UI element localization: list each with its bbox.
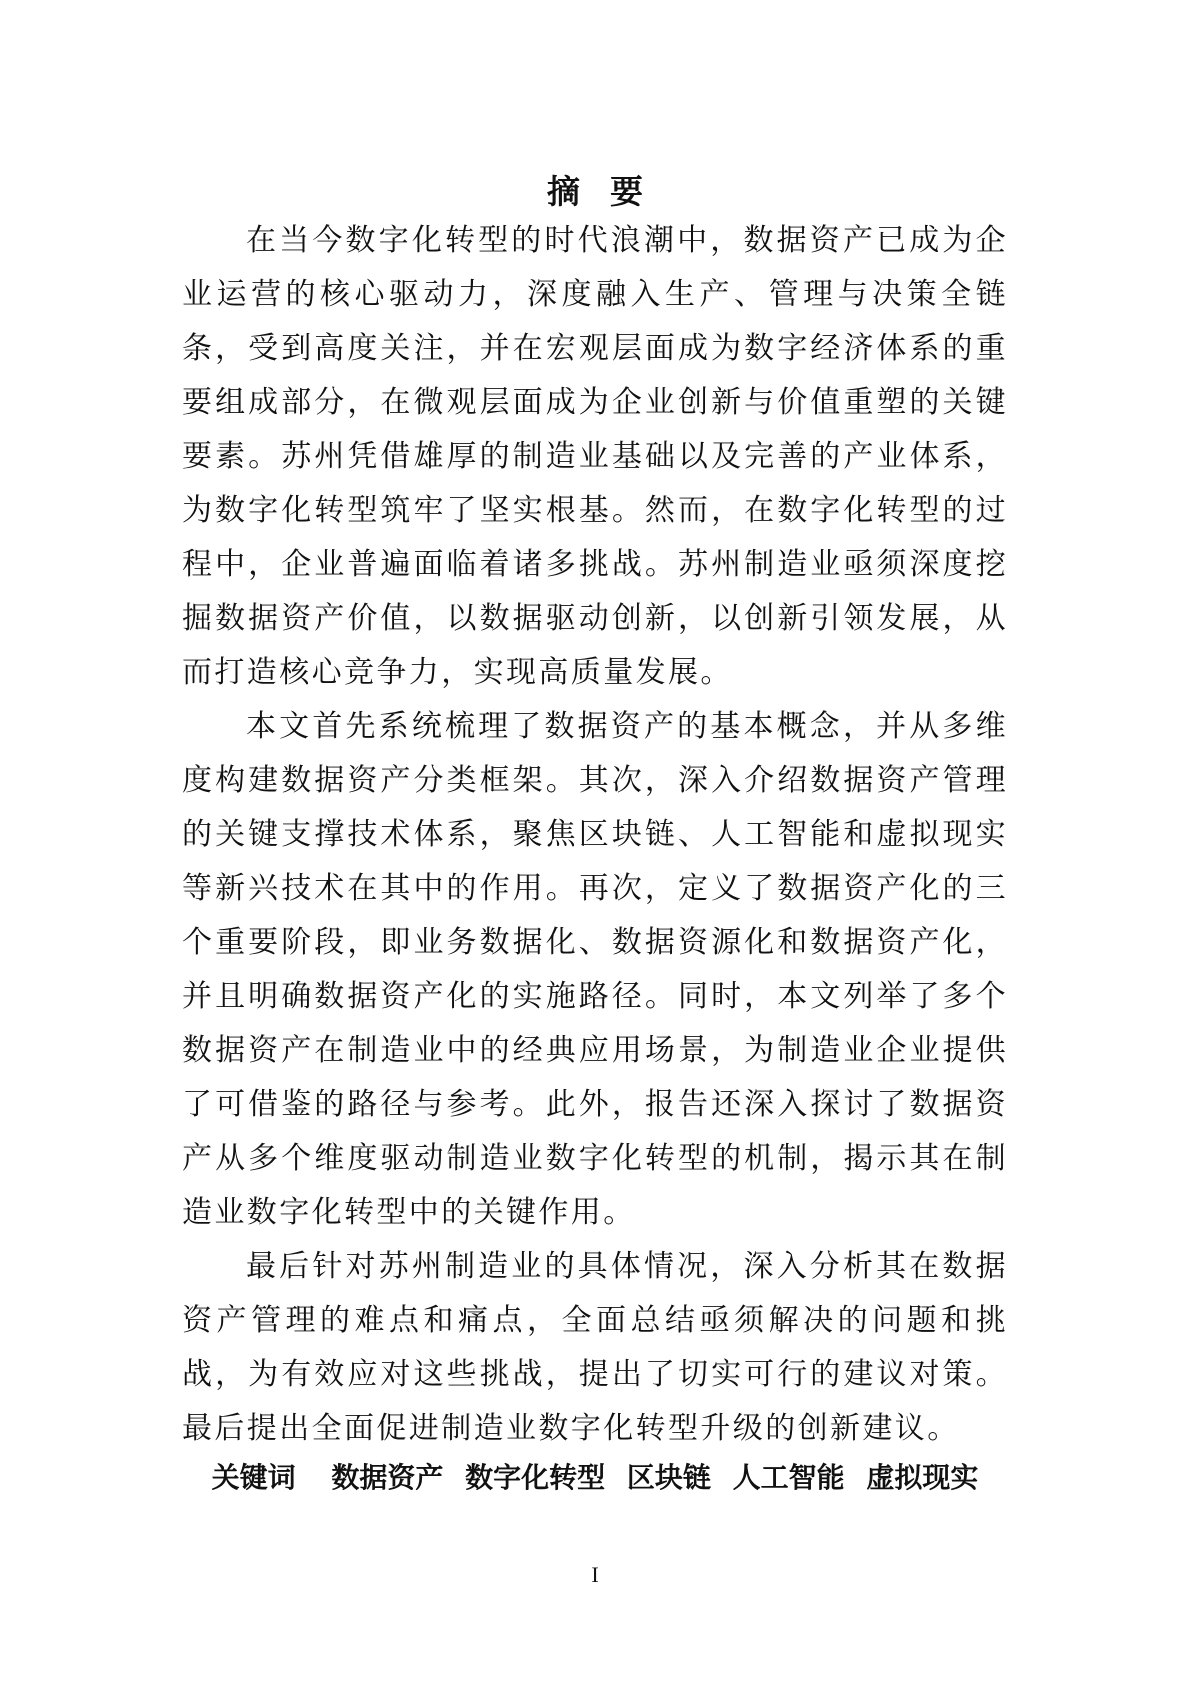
keyword-data-assets: 数据资产 [331, 1461, 444, 1494]
keyword-blockchain: 区块链 [626, 1461, 711, 1494]
abstract-paragraph-3: 最后针对苏州制造业的具体情况，深入分析其在数据资产管理的难点和痛点，全面总结亟须解决的问题和挑战，为有效应对这些挑战，提出了切实可行的建议对策。最后提出全面促进制造业数字化转型升级的创新建议。 [182, 1249, 1008, 1446]
keywords-line [0, 1458, 1190, 1498]
page-title: 摘要 [547, 172, 673, 212]
abstract-paragraph-1: 在当今数字化转型的时代浪潮中，数据资产已成为企业运营的核心驱动力，深度融入生产、管理与决策全链条，受到高度关注，并在宏观层面成为数字经济体系的重要组成部分，在微观层面成为企业创新与价值重塑的关键要素。苏州凭借雄厚的制造业基础以及完善的产业体系，为数字化转型筑牢了坚实根基。然而，在数字化转型的过程中，企业普遍面临着诸多挑战。苏州制造业亟须深度挖掘数据资产价值，以数据驱动创新，以创新引领发展，从而打造核心竞争力，实现高质量发展。 [182, 223, 1008, 690]
page-number: I [591, 1562, 599, 1587]
keyword-artificial-intelligence: 人工智能 [732, 1461, 845, 1494]
keyword-digital-transformation: 数字化转型 [465, 1461, 606, 1494]
abstract-paragraph-2: 本文首先系统梳理了数据资产的基本概念，并从多维度构建数据资产分类框架。其次，深入介绍数据资产管理的关键支撑技术体系，聚焦区块链、人工智能和虚拟现实等新兴技术在其中的作用。再次，定义了数据资产化的三个重要阶段，即业务数据化、数据资源化和数据资产化，并且明确数据资产化的实施路径。同时，本文列举了多个数据资产在制造业中的经典应用场景，为制造业企业提供了可借鉴的路径与参考。此外，报告还深入探讨了数据资产从多个维度驱动制造业数字化转型的机制，揭示其在制造业数字化转型中的关键作用。 [182, 709, 1008, 1230]
abstract-body [182, 214, 1008, 1456]
keyword-virtual-reality: 虚拟现实 [866, 1461, 979, 1494]
keywords-label: 关键词 [211, 1461, 296, 1494]
